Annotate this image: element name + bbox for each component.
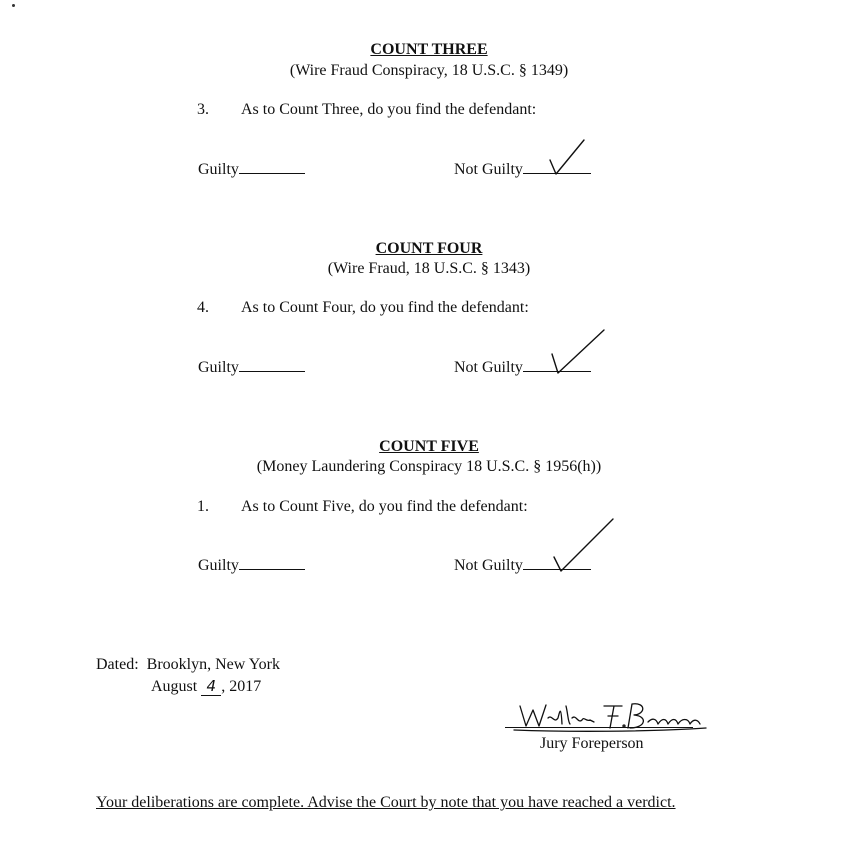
not-guilty-label: Not Guilty bbox=[454, 557, 523, 574]
count-four-title: COUNT FOUR bbox=[375, 240, 483, 257]
dated-date bbox=[151, 677, 261, 696]
guilty-label: Guilty bbox=[198, 557, 239, 574]
signature-role: Jury Foreperson bbox=[540, 735, 644, 752]
count-three-title: COUNT THREE bbox=[370, 41, 488, 58]
count-five-checkmark-icon bbox=[552, 517, 616, 573]
count-four-number: 4. bbox=[197, 299, 209, 316]
count-four-subtitle: (Wire Fraud, 18 U.S.C. § 1343) bbox=[327, 260, 531, 277]
count-five-guilty-option[interactable] bbox=[198, 557, 305, 575]
guilty-blank[interactable] bbox=[239, 568, 305, 570]
guilty-label: Guilty bbox=[198, 359, 239, 376]
dated-year: , 2017 bbox=[221, 678, 262, 695]
count-four-guilty-option[interactable] bbox=[198, 359, 305, 377]
not-guilty-label: Not Guilty bbox=[454, 359, 523, 376]
guilty-blank[interactable] bbox=[239, 172, 305, 174]
count-five-subtitle: (Money Laundering Conspiracy 18 U.S.C. § 1956(h)) bbox=[256, 458, 602, 475]
not-guilty-label: Not Guilty bbox=[454, 161, 523, 178]
dated-label: Dated: bbox=[96, 656, 139, 673]
scan-speck bbox=[12, 4, 15, 7]
count-four-checkmark-icon bbox=[550, 328, 606, 376]
dated-line bbox=[96, 656, 280, 674]
count-three-number: 3. bbox=[197, 101, 209, 118]
count-three-subtitle: (Wire Fraud Conspiracy, 18 U.S.C. § 1349) bbox=[289, 62, 569, 79]
dated-place: Brooklyn, New York bbox=[146, 656, 280, 673]
count-three-guilty-option[interactable] bbox=[198, 161, 305, 179]
signature-image bbox=[506, 696, 716, 738]
count-three-checkmark-icon bbox=[548, 138, 588, 178]
dated-day: 4 bbox=[201, 677, 221, 696]
guilty-blank[interactable] bbox=[239, 370, 305, 372]
footer-instruction: Your deliberations are complete. Advise the Court by note that you have reached a verdict. bbox=[96, 794, 676, 811]
count-five-title: COUNT FIVE bbox=[379, 438, 479, 455]
count-five-question: As to Count Five, do you find the defendant: bbox=[241, 498, 528, 515]
guilty-label: Guilty bbox=[198, 161, 239, 178]
signature-line bbox=[505, 727, 693, 728]
count-four-question: As to Count Four, do you find the defendant: bbox=[241, 299, 529, 316]
dated-month: August bbox=[151, 678, 198, 695]
count-three-question: As to Count Three, do you find the defendant: bbox=[241, 101, 537, 118]
count-five-number: 1. bbox=[197, 498, 209, 515]
